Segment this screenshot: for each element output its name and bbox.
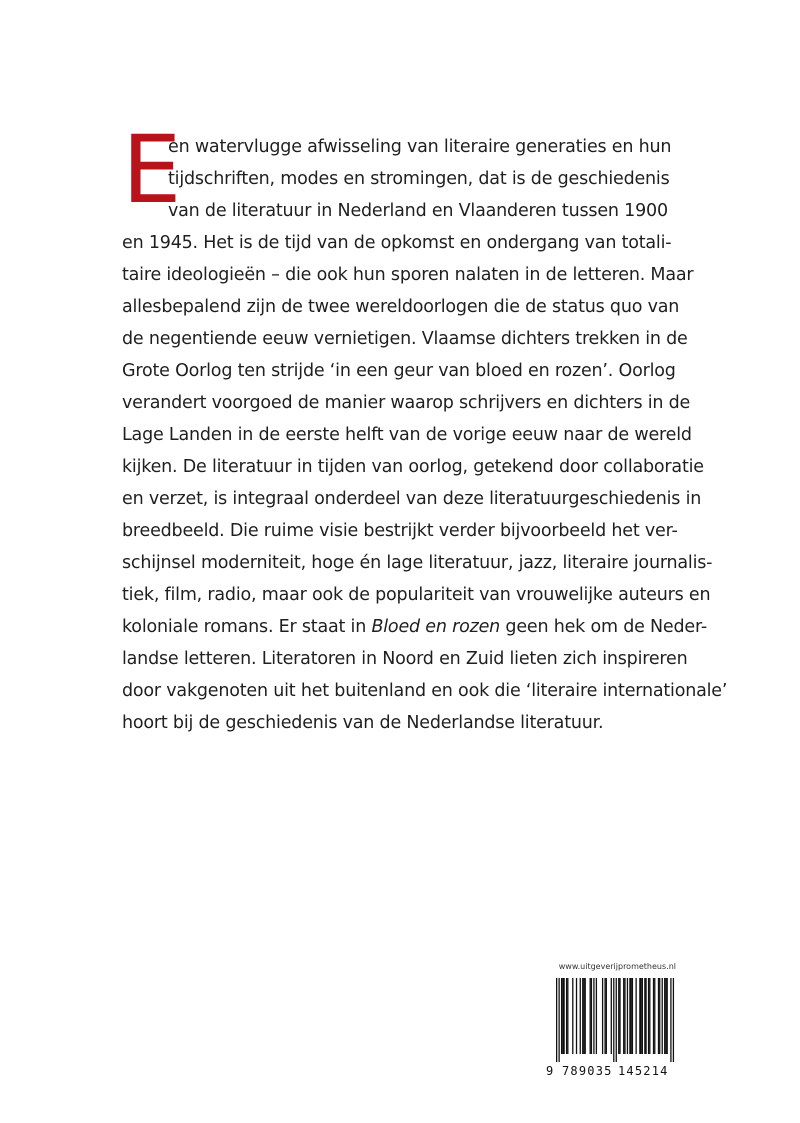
barcode-bar bbox=[576, 978, 577, 1054]
barcode-bar bbox=[645, 978, 646, 1054]
blurb-line: en watervlugge afwisseling van literaire generaties en hun bbox=[168, 137, 672, 157]
blurb-line: verandert voorgoed de manier waarop schrijvers en dichters in de bbox=[122, 393, 691, 413]
blurb-line-with-title bbox=[122, 616, 707, 638]
barcode-bar bbox=[664, 978, 665, 1054]
blurb-line: allesbepalend zijn de twee wereldoorlogen die de status quo van bbox=[122, 297, 680, 317]
blurb-line: Lage Landen in de eerste helft van de vorige eeuw naar de wereld bbox=[122, 425, 692, 445]
barcode-bar bbox=[611, 978, 612, 1054]
barcode-bar bbox=[670, 978, 671, 1062]
blurb-line: van de literatuur in Nederland en Vlaanderen tussen 1900 bbox=[168, 201, 668, 221]
barcode-bar bbox=[649, 978, 650, 1054]
barcode-bar bbox=[593, 978, 594, 1054]
barcode-bar bbox=[563, 978, 564, 1054]
barcode-bar bbox=[639, 978, 640, 1054]
barcode-bar bbox=[648, 978, 649, 1054]
barcode-bar bbox=[583, 978, 584, 1054]
barcode-bar bbox=[665, 978, 666, 1054]
barcode-bar bbox=[566, 978, 567, 1054]
blurb-line: taire ideologieën – die ook hun sporen nalaten in de letteren. Maar bbox=[122, 265, 694, 285]
barcode-bar bbox=[640, 978, 641, 1054]
barcode-bar bbox=[658, 978, 659, 1054]
barcode-bar bbox=[606, 978, 607, 1054]
blurb-line: schijnsel moderniteit, hoge én lage literatuur, jazz, literaire journalis- bbox=[122, 553, 713, 573]
drop-cap: E bbox=[122, 116, 182, 225]
back-cover-blurb bbox=[122, 116, 728, 733]
barcode-bar bbox=[629, 978, 630, 1054]
barcode-bar bbox=[567, 978, 568, 1054]
barcode-bar bbox=[632, 978, 633, 1054]
barcode-bar bbox=[667, 978, 668, 1054]
barcode-bar bbox=[590, 978, 591, 1054]
blurb-line: kijken. De literatuur in tijden van oorlog, getekend door collaboratie bbox=[122, 457, 704, 477]
blurb-line: door vakgenoten uit het buitenland en ook die ‘literaire internationale’ bbox=[122, 681, 728, 701]
publisher-url: www.uitgeverijprometheus.nl bbox=[558, 962, 676, 971]
barcode-bar bbox=[627, 978, 628, 1054]
barcode-bar bbox=[561, 978, 562, 1054]
barcode-icon bbox=[556, 978, 674, 1062]
barcode-bar bbox=[596, 978, 597, 1054]
barcode-bar bbox=[572, 978, 573, 1054]
barcode-bar bbox=[654, 978, 655, 1054]
barcode-bar bbox=[659, 978, 660, 1054]
barcode-bar bbox=[602, 978, 603, 1054]
blurb-line: tijdschriften, modes en stromingen, dat is de geschiedenis bbox=[168, 169, 670, 189]
barcode-bar bbox=[642, 978, 643, 1054]
barcode-bar bbox=[673, 978, 674, 1062]
blurb-line: de negentiende eeuw vernietigen. Vlaamse dichters trekken in de bbox=[122, 329, 688, 349]
blurb-line: en verzet, is integraal onderdeel van deze literatuurgeschiedenis in bbox=[122, 489, 702, 509]
barcode-bar bbox=[635, 978, 636, 1054]
barcode-bar bbox=[653, 978, 654, 1054]
barcode-bar bbox=[644, 978, 645, 1054]
blurb-line: hoort bij de geschiedenis van de Nederlandse literatuur. bbox=[122, 713, 604, 733]
blurb-line-start: koloniale romans. Er staat in bbox=[122, 617, 372, 637]
isbn-prefix: 9 bbox=[546, 1064, 554, 1078]
blurb-line: breedbeeld. Die ruime visie bestrijkt verder bijvoorbeeld het ver- bbox=[122, 521, 678, 541]
blurb-line: Grote Oorlog ten strijde ‘in een geur van bloed en rozen’. Oorlog bbox=[122, 361, 676, 381]
barcode-bar bbox=[631, 978, 632, 1054]
barcode-bar bbox=[558, 978, 559, 1062]
barcode-bar bbox=[591, 978, 592, 1054]
isbn-group-left: 789035 bbox=[562, 1064, 613, 1078]
barcode-bar bbox=[582, 978, 583, 1054]
barcode-bar bbox=[619, 978, 620, 1054]
barcode-bar bbox=[616, 978, 617, 1062]
blurb-line: tiek, film, radio, maar ook de populariteit van vrouwelijke auteurs en bbox=[122, 585, 711, 605]
isbn-group-right: 145214 bbox=[618, 1064, 669, 1078]
barcode-bar bbox=[562, 978, 563, 1054]
blurb-line: en 1945. Het is de tijd van de opkomst en ondergang van totali- bbox=[122, 233, 672, 253]
barcode-bar bbox=[662, 978, 663, 1054]
barcode-bar bbox=[585, 978, 586, 1054]
isbn-barcode-block bbox=[540, 962, 676, 1092]
barcode-bar bbox=[618, 978, 619, 1054]
barcode-bar bbox=[580, 978, 581, 1054]
blurb-line: landse letteren. Literatoren in Noord en Zuid lieten zich inspireren bbox=[122, 649, 688, 669]
barcode-bar bbox=[623, 978, 624, 1054]
barcode-bar bbox=[613, 978, 614, 1062]
blurb-line-end: geen hek om de Neder- bbox=[500, 617, 707, 637]
barcode-bar bbox=[604, 978, 605, 1054]
barcode-bar bbox=[556, 978, 557, 1062]
barcode-bar bbox=[624, 978, 625, 1054]
book-title-italic: Bloed en rozen bbox=[371, 617, 501, 637]
